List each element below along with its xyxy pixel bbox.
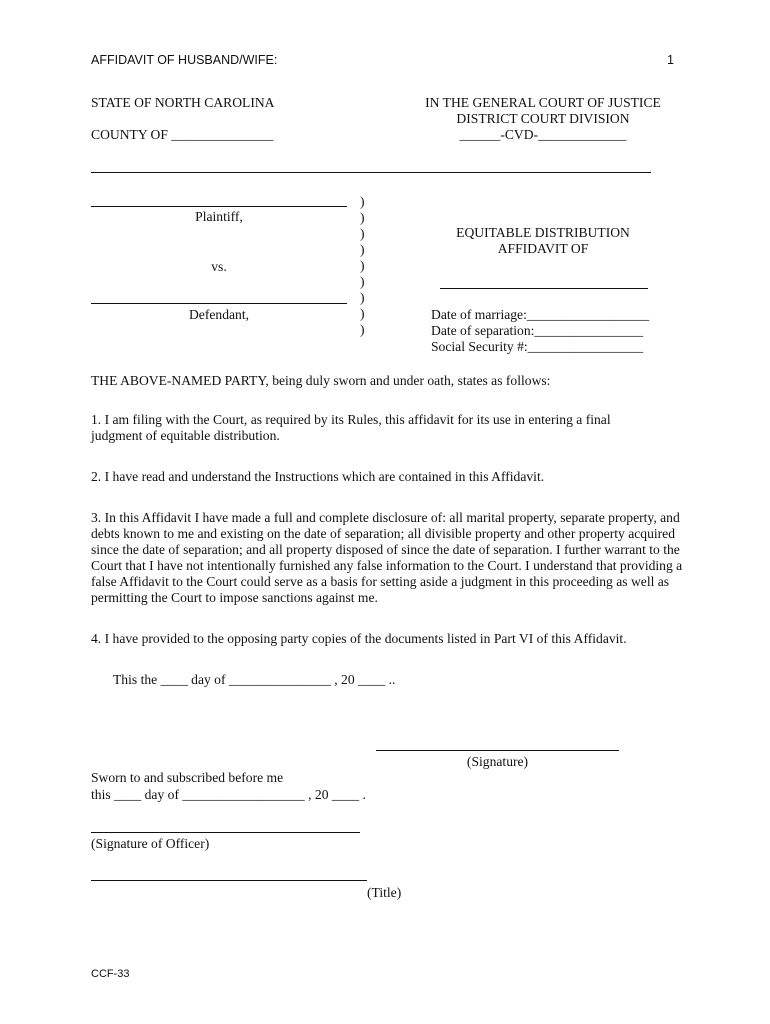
caption-bracket: ) — [360, 322, 365, 337]
sworn-statement-line1: Sworn to and subscribed before me — [91, 770, 284, 785]
date-line: This the ____ day of _______________ , 20 ____ .. — [113, 672, 396, 687]
plaintiff-label: Plaintiff, — [195, 209, 243, 224]
plaintiff-name-line — [91, 206, 347, 207]
caption-bracket: ) — [360, 258, 365, 273]
officer-signature-label: (Signature of Officer) — [91, 836, 210, 851]
officer-signature-line — [91, 832, 360, 833]
date-of-separation-field: Date of separation:________________ — [431, 323, 644, 338]
document-header-title: AFFIDAVIT OF HUSBAND/WIFE: — [91, 53, 278, 67]
statement-item-3: 3. In this Affidavit I have made a full and complete disclosure of: all marital property, separate property, and debts known to me and existing on the date of separation; all divisible property and other property acquired since the date of separation; and all property disposed of since the date of separation. I further warrant to the Court that I have not intentionally furnished any false information to the Court. I understand that providing a false Affidavit to the Court could serve as a basis for setting aside a judgment in this proceeding as well as permitting the Court to impose sanctions against me. — [91, 510, 683, 605]
vs-label: vs. — [211, 259, 227, 274]
signature-line — [376, 750, 619, 751]
caption-bracket: ) — [360, 306, 365, 321]
date-of-marriage-field: Date of marriage:__________________ — [431, 307, 650, 322]
social-security-field: Social Security #:_________________ — [431, 339, 644, 354]
caption-bracket: ) — [360, 290, 365, 305]
county-line: COUNTY OF _______________ — [91, 127, 274, 142]
caption-bracket: ) — [360, 210, 365, 225]
page-number: 1 — [667, 53, 674, 67]
affidavit-title-line2: AFFIDAVIT OF — [497, 241, 589, 256]
caption-bracket: ) — [360, 226, 365, 241]
caption-bracket: ) — [360, 274, 365, 289]
caption-bracket: ) — [360, 242, 365, 257]
affiant-name-line — [440, 288, 648, 289]
defendant-name-line — [91, 303, 347, 304]
intro-statement: THE ABOVE-NAMED PARTY, being duly sworn and under oath, states as follows: — [91, 373, 551, 388]
caption-bracket: ) — [360, 194, 365, 209]
defendant-label: Defendant, — [188, 307, 249, 322]
state-name: STATE OF NORTH CAROLINA — [91, 95, 275, 110]
signature-label: (Signature) — [466, 754, 529, 769]
affidavit-title-line1: EQUITABLE DISTRIBUTION — [456, 225, 630, 240]
statement-item-1: 1. I am filing with the Court, as required by its Rules, this affidavit for its use in entering a final judgment of equitable distribution. — [91, 412, 611, 443]
sworn-statement-line2: this ____ day of __________________ , 20 ____ . — [91, 787, 366, 802]
caption-divider — [91, 172, 651, 173]
statement-item-2: 2. I have read and understand the Instructions which are contained in this Affidavit. — [91, 469, 545, 484]
form-code: CCF-33 — [91, 968, 130, 980]
title-line — [91, 880, 367, 881]
court-name: IN THE GENERAL COURT OF JUSTICE — [425, 95, 661, 110]
statement-item-4: 4. I have provided to the opposing party copies of the documents listed in Part VI of this Affidavit. — [91, 631, 627, 646]
case-number-line: ______-CVD-_____________ — [459, 127, 627, 142]
court-division: DISTRICT COURT DIVISION — [456, 111, 630, 126]
title-label: (Title) — [367, 885, 402, 900]
